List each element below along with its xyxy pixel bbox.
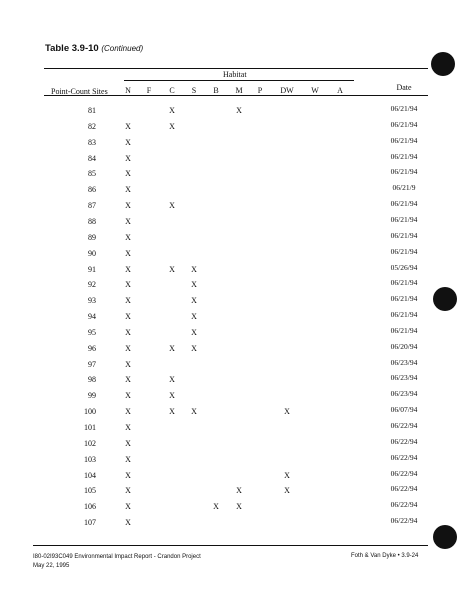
survey-date: 06/21/94	[390, 310, 418, 320]
table-row	[0, 516, 460, 532]
habitat-mark: X	[125, 486, 131, 496]
survey-date: 06/21/94	[390, 135, 418, 145]
footer-left	[33, 553, 201, 571]
table-row	[0, 167, 460, 183]
habitat-mark: X	[125, 216, 131, 226]
table-row	[0, 342, 460, 358]
habitat-mark: X	[284, 470, 290, 480]
survey-date: 06/22/94	[390, 500, 418, 510]
survey-date: 06/23/94	[390, 389, 418, 399]
survey-date: 06/21/94	[390, 104, 418, 113]
table-row	[0, 104, 460, 120]
site-number: 99	[88, 391, 96, 401]
habitat-column-header: W	[311, 86, 319, 95]
habitat-mark: X	[125, 407, 131, 417]
habitat-mark: X	[125, 438, 131, 448]
table-row	[0, 421, 460, 437]
survey-date: 06/21/94	[390, 325, 418, 335]
site-number: 81	[88, 106, 96, 115]
survey-date: 06/23/94	[390, 357, 418, 367]
footer-page-ref: Foth & Van Dyke • 3.9-24	[351, 553, 419, 559]
survey-date: 06/21/9	[392, 183, 416, 193]
site-number: 107	[84, 518, 96, 528]
habitat-mark: X	[125, 359, 131, 369]
date-column-header: Date	[396, 83, 412, 92]
habitat-mark: X	[125, 264, 131, 274]
survey-date: 06/07/94	[390, 405, 418, 415]
survey-date: 06/22/94	[390, 452, 418, 462]
survey-date: 06/21/94	[390, 294, 418, 304]
survey-date: 06/22/94	[390, 421, 418, 430]
habitat-column-header: C	[169, 86, 175, 95]
site-number: 97	[88, 359, 96, 369]
habitat-mark: X	[213, 502, 219, 512]
table-row	[0, 437, 460, 453]
habitat-mark: X	[125, 280, 131, 290]
table-row	[0, 484, 460, 500]
table-row	[0, 453, 460, 469]
habitat-mark: X	[125, 153, 131, 163]
site-number: 95	[88, 327, 96, 337]
habitat-mark: X	[191, 264, 197, 274]
habitat-column-header: P	[257, 86, 263, 95]
habitat-mark: X	[125, 248, 131, 258]
survey-date: 06/21/94	[390, 151, 418, 161]
habitat-mark: X	[125, 296, 131, 306]
habitat-column-header: B	[213, 86, 219, 95]
survey-date: 06/21/94	[390, 119, 418, 129]
site-number: 100	[84, 407, 96, 417]
habitat-mark: X	[191, 343, 197, 353]
habitat-mark: X	[125, 502, 131, 512]
habitat-mark: X	[191, 296, 197, 306]
habitat-mark: X	[169, 375, 175, 385]
habitat-mark: X	[236, 502, 242, 512]
habitat-column-header: DW	[280, 86, 294, 95]
table-row	[0, 199, 460, 215]
habitat-mark: X	[125, 201, 131, 211]
habitat-mark: X	[125, 343, 131, 353]
table-title-label: Table 3.9-10	[45, 43, 99, 54]
site-number: 93	[88, 296, 96, 306]
site-number: 84	[88, 153, 96, 163]
habitat-mark: X	[169, 201, 175, 211]
survey-date: 06/22/94	[390, 516, 418, 526]
table-title-continued: (Continued)	[101, 44, 144, 53]
table-row	[0, 373, 460, 389]
survey-date: 06/21/94	[390, 278, 418, 288]
survey-date: 05/26/94	[390, 262, 418, 272]
habitat-column-header: S	[191, 86, 197, 95]
habitat-mark: X	[191, 312, 197, 322]
table-row	[0, 294, 460, 310]
habitat-mark: X	[125, 169, 131, 179]
table-row	[0, 263, 460, 279]
habitat-column-header: N	[125, 86, 131, 95]
habitat-mark: X	[125, 327, 131, 337]
site-number: 86	[88, 185, 96, 195]
habitat-mark: X	[169, 106, 175, 115]
footer-date: May 22, 1995	[33, 563, 70, 569]
habitat-column-header: A	[337, 86, 343, 95]
survey-date: 06/20/94	[390, 341, 418, 351]
habitat-mark: X	[125, 312, 131, 322]
site-number: 101	[84, 423, 96, 432]
site-number: 103	[84, 454, 96, 464]
habitat-mark: X	[125, 185, 131, 195]
table-row	[0, 120, 460, 136]
table-row	[0, 469, 460, 485]
survey-date: 06/22/94	[390, 468, 418, 478]
habitat-mark: X	[125, 470, 131, 480]
habitat-column-header: F	[146, 86, 152, 95]
habitat-mark: X	[191, 280, 197, 290]
site-number: 98	[88, 375, 96, 385]
habitat-mark: X	[125, 454, 131, 464]
table-row	[0, 326, 460, 342]
survey-date: 06/23/94	[390, 373, 418, 383]
habitat-mark: X	[125, 391, 131, 401]
survey-date: 06/21/94	[390, 199, 418, 209]
table-row	[0, 183, 460, 199]
table-row	[0, 500, 460, 516]
habitat-mark: X	[125, 423, 131, 432]
survey-date: 06/21/94	[390, 230, 418, 240]
site-number: 104	[84, 470, 96, 480]
habitat-mark: X	[284, 407, 290, 417]
habitat-mark: X	[191, 407, 197, 417]
habitat-mark: X	[169, 264, 175, 274]
survey-date: 06/22/94	[390, 484, 418, 494]
habitat-mark: X	[169, 407, 175, 417]
footer-doc-id: I80-02I93C049 Environmental Impact Report - Crandon Project	[33, 554, 201, 560]
site-number: 82	[88, 121, 96, 131]
habitat-mark: X	[125, 232, 131, 242]
site-number: 92	[88, 280, 96, 290]
table-row	[0, 247, 460, 263]
habitat-column-header: M	[235, 86, 243, 95]
table-row	[0, 310, 460, 326]
table-row	[0, 358, 460, 374]
site-column-header: Point-Count Sites	[51, 87, 108, 96]
habitat-mark: X	[284, 486, 290, 496]
survey-date: 06/21/94	[390, 246, 418, 256]
site-number: 96	[88, 343, 96, 353]
site-number: 105	[84, 486, 96, 496]
table-row	[0, 389, 460, 405]
survey-date: 06/22/94	[390, 436, 418, 446]
habitat-mark: X	[125, 518, 131, 528]
table-row	[0, 278, 460, 294]
survey-date: 06/21/94	[390, 167, 418, 177]
site-number: 87	[88, 201, 96, 211]
habitat-mark: X	[125, 137, 131, 147]
habitat-mark: X	[191, 327, 197, 337]
site-number: 89	[88, 232, 96, 242]
site-number: 90	[88, 248, 96, 258]
habitat-mark: X	[236, 486, 242, 496]
habitat-mark: X	[169, 391, 175, 401]
site-number: 102	[84, 438, 96, 448]
habitat-mark: X	[169, 121, 175, 131]
habitat-mark: X	[125, 375, 131, 385]
table-row	[0, 152, 460, 168]
habitat-mark: X	[236, 106, 242, 115]
site-number: 85	[88, 169, 96, 179]
survey-date: 06/21/94	[390, 214, 418, 224]
site-number: 88	[88, 216, 96, 226]
habitat-mark: X	[169, 343, 175, 353]
site-number: 91	[88, 264, 96, 274]
table-row	[0, 405, 460, 421]
habitat-header: Habitat	[223, 70, 247, 79]
site-number: 94	[88, 312, 96, 322]
table-row	[0, 231, 460, 247]
site-number: 83	[88, 137, 96, 147]
habitat-mark: X	[125, 121, 131, 131]
table-row	[0, 136, 460, 152]
site-number: 106	[84, 502, 96, 512]
table-row	[0, 215, 460, 231]
